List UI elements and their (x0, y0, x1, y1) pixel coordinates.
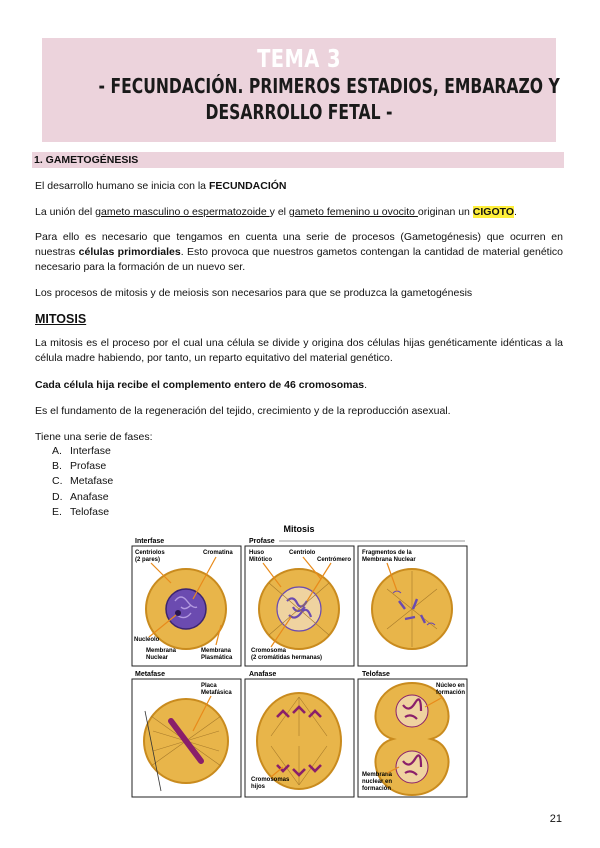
label-huso: Huso (249, 550, 264, 556)
label-centriolo: Centriolo (289, 550, 316, 556)
panel-label-profase: Profase (249, 538, 275, 545)
label-nuclear-en: nuclear en (362, 779, 393, 785)
figure-title: Mitosis (283, 524, 315, 534)
label-membrana: Membrana (146, 648, 177, 654)
page-number: 21 (549, 813, 562, 825)
label-nuclear: Nuclear (146, 655, 169, 661)
panel-label-anafase: Anafase (249, 671, 277, 678)
title-banner (42, 38, 560, 142)
section-heading: 1. GAMETOGÉNESIS (34, 154, 139, 166)
panel-label-interfase: Interfase (135, 538, 165, 545)
paragraph-fundamento: Es el fundamento de la regeneración del tejido, crecimiento y de la reproducción asexual. (35, 405, 451, 417)
paragraph-mitosis-definition: La mitosis es el proceso por el cual una célula se divide y origina dos células hijas genéticamente idénticas a la célula madre habiendo, por tanto, un reparto equitativo del material genético. (35, 337, 563, 364)
page-title: TEMA 3 (257, 44, 341, 73)
label-placa: Placa (201, 683, 217, 689)
paragraph-fecundacion: El desarrollo humano se inicia con la FECUNDACIÓN (35, 180, 287, 192)
label-plasmatica: Plasmática (201, 655, 233, 661)
label-centriolos: Centriolos (135, 550, 165, 556)
label-nucleolo: Nucleolo (134, 637, 160, 643)
label-metafasica: Metafásica (201, 690, 232, 696)
list-item: C. Metafase (52, 475, 114, 488)
label-centromero: Centrómero (317, 557, 352, 563)
page-subtitle-line1: - FECUNDACIÓN. PRIMEROS ESTADIOS, EMBARAZO Y (98, 74, 560, 98)
paragraph-fases-intro: Tiene una serie de fases: (35, 431, 153, 443)
label-mitotico: Mitótico (249, 557, 272, 563)
panel-label-metafase: Metafase (135, 671, 165, 678)
label-formacion2: formación (362, 786, 392, 792)
label-2cromatidas: (2 cromátidas hermanas) (251, 655, 323, 661)
label-cromosoma: Cromosoma (251, 648, 287, 654)
section-heading-bar (32, 152, 564, 168)
label-hijos: hijos (251, 784, 266, 790)
panel-label-telofase: Telofase (362, 671, 390, 678)
label-fragmentos: Fragmentos de la (362, 550, 412, 556)
label-formacion: formación (436, 690, 466, 696)
paragraph-gametogenesis: Para ello es necesario que tengamos en cuenta una serie de procesos (Gametogénesis) que ocurren en nuestras células primordiales. Esto provoca que nuestros gametos contengan la cantidad de material genético necesario para la formación de un nuevo ser. (35, 231, 563, 273)
gameto-femenino-term: gameto femenino u ovocito (288, 206, 418, 218)
paragraph-mitosis-meiosis: Los procesos de mitosis y de meiosis son necesarios para que se produzca la gametogénesis (35, 287, 473, 299)
phases-list (52, 444, 113, 520)
fecundacion-term: FECUNDACIÓN (208, 180, 287, 192)
gameto-masculino-term: gameto masculino o espermatozoide (95, 206, 270, 218)
paragraph-cigoto: La unión del gameto masculino o espermatozoide y el gameto femenino u ovocito originan un CIGOTO. (35, 206, 517, 218)
list-item: D. Anafase (52, 490, 109, 503)
paragraph-46-cromosomas: Cada célula hija recibe el complemento entero de 46 cromosomas. (35, 379, 368, 391)
list-item: B. Profase (52, 460, 107, 473)
mitosis-heading: MITOSIS (35, 312, 87, 326)
label-membrana-nuclear: Membrana Nuclear (362, 557, 416, 563)
label-cromatina: Cromatina (203, 550, 233, 556)
list-item: E. Telofase (52, 505, 110, 518)
label-membrana2: Membrana (201, 648, 232, 654)
mitosis-figure (131, 521, 468, 798)
cigoto-highlight: CIGOTO (472, 206, 515, 218)
list-item: A. Interfase (52, 445, 111, 457)
celulas-primordiales-term: células primordiales (78, 246, 181, 258)
label-cromosomas: Cromosomas (251, 777, 290, 783)
page-subtitle-line2: DESARROLLO FETAL - (205, 100, 393, 124)
label-nucleo-en: Núcleo en (436, 683, 465, 689)
label-membrana3: Membrana (362, 772, 393, 778)
label-2pares: (2 pares) (135, 557, 161, 563)
